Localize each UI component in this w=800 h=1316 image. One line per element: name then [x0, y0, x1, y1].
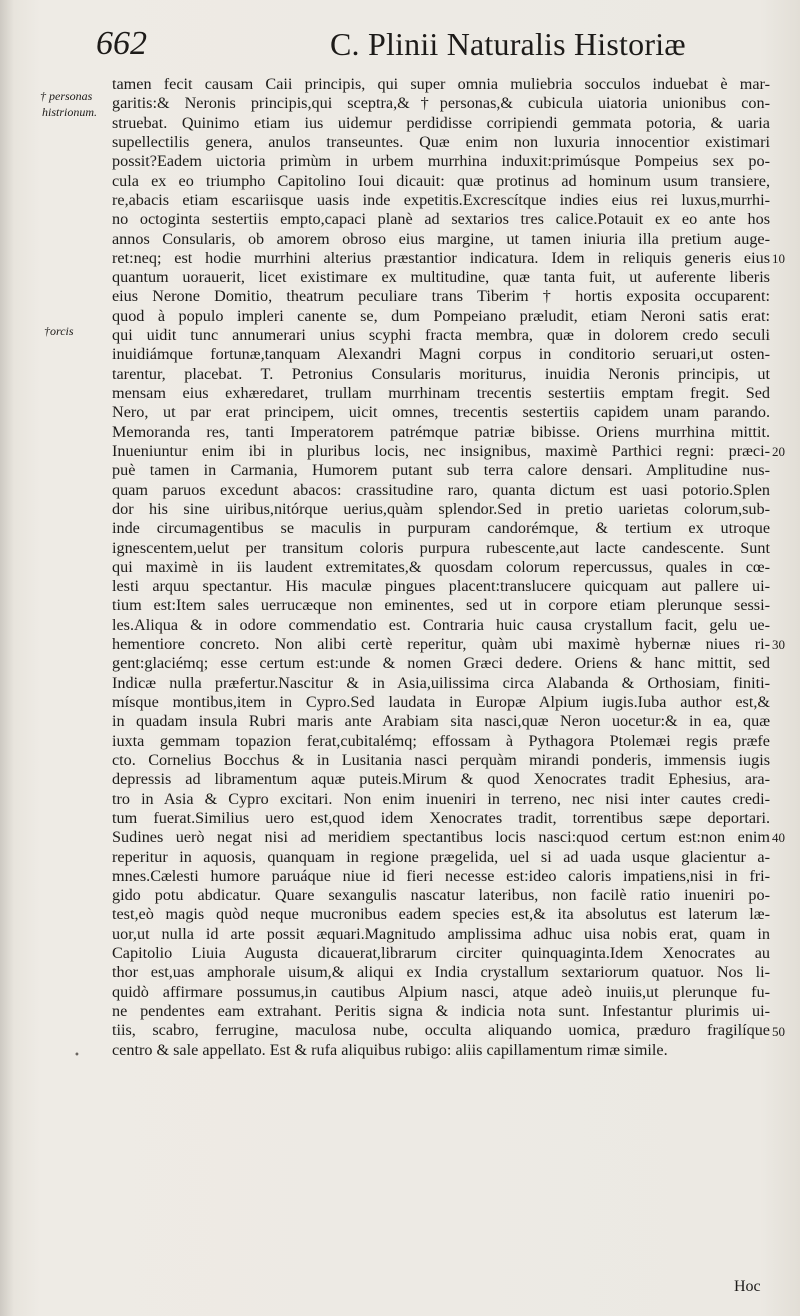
- line-number: 10: [772, 250, 785, 266]
- text-line: supellectilis genera, anulos transeuntes. Quæ enim non luxuria innocentior existimari: [112, 132, 770, 151]
- text-line: Sudines uerò negat nisi ad meridiem spectantibus locis nasci:quod certum est:non enim: [112, 828, 770, 847]
- text-line: garitis:& Neronis principis,qui sceptra,&†personas,& cubicula uiatoria unionibus con-: [112, 94, 770, 113]
- text-line: thor est,uas amphorale uisum,& aliqui ex India crystallum sextariorum quatuor. Nos li-: [112, 963, 770, 982]
- text-line: dor his sine uiribus,nitórque uerius,quàm splendor.Sed in pretio uarietas colorum,sub-: [112, 499, 770, 518]
- margin-note: histrionum.: [42, 105, 98, 119]
- text-line: Indicæ nulla præfertur.Nascitur & in Asia,uilissima circa Alabanda & Orthosiam, finiti-: [112, 673, 770, 692]
- text-line: reperitur in aquosis, quanquam in regione prægelida, uel si ad uada usque glacientur a-: [112, 847, 770, 866]
- text-line: inde circumagentibus se maculis in purpuram candorémque, & tertium ex utroque: [112, 519, 770, 538]
- text-line: tarentur, placebat. T. Petronius Consularis moriturus, inuidia Neronis principis, ut: [112, 364, 770, 383]
- main-text-column: [112, 75, 770, 1060]
- catchword: Hoc: [734, 1278, 761, 1295]
- text-line: tamen fecit causam Caii principis, qui super omnia muliebria socculos induebat è mar-: [112, 75, 770, 93]
- text-line: quantum uorauerit, licet existimare ex multitudine, quæ tanta fuit, ut auferente liberis: [112, 268, 770, 287]
- text-line: depressis ad libramentum aquæ puteis.Mirum & quod Xenocrates tradit Ephesius, ara-: [112, 770, 770, 789]
- text-line: lesti arquu spectantur. His maculæ pingues placent:translucere quicquam aut pallere ui-: [112, 577, 770, 596]
- text-line: hementiore concreto. Non alibi certè reperitur, quàm ubi maximè hybernæ niues ri-: [112, 635, 770, 654]
- margin-note: † personas: [40, 89, 93, 103]
- line-number: 40: [772, 830, 785, 846]
- text-line: in quadam insula Rubri maris ante Arabiam sita nasci,quæ Neron uocetur:& in ea, quæ: [112, 712, 770, 731]
- text-line: quidò affirmare possumus,in cautibus Alpium nasci, atque adeò inuiis,ut plerunque fu-: [112, 982, 770, 1001]
- text-line: no octoginta sestertiis empto,capaci planè ad sextarios tres calice.Potauit ex eo ante hos: [112, 210, 770, 229]
- text-line: inuidiámque fortunæ,tanquam Alexandri Magni corpus in conditorio seruari,ut osten-: [112, 345, 770, 364]
- text-line: puè tamen in Carmania, Humorem putant sub terra calore densari. Amplitudine nus-: [112, 461, 770, 480]
- margin-note: †orcis: [44, 324, 74, 338]
- text-line: annos Consularis, ob amorem obroso eius margine, ut tamen iniuria illa pretium auge-: [112, 229, 770, 248]
- text-line: Memoranda res, tanti Imperatorem patrémque patriæ bibisse. Oriens murrhina mittit.: [112, 422, 770, 441]
- text-line: uor,ut nulla id arte possit æquari.Magnitudo amplissima adhuc uisa nobis erat, quam in: [112, 924, 770, 943]
- page-number: 662: [96, 25, 147, 62]
- page-header: [0, 18, 800, 66]
- text-line: ne pendentes eam extrahant. Peritis signa & indicia nota sunt. Infestantur plurimis ui-: [112, 1002, 770, 1020]
- text-line: Inueniuntur enim ibi in pluribus locis, nec insignibus, maximè Parthici regni: præci-: [112, 441, 770, 460]
- running-title: C. Plinii Naturalis Historiæ: [330, 26, 686, 62]
- text-line: test,eò magis quòd neque mucronibus eadem species est,& ita absolutus est laterum læ-: [112, 905, 770, 924]
- text-line: gent:glaciémq; esse certum est:unde & nomen Græci dedere. Oriens & hanc mittit, sed: [112, 654, 770, 673]
- line-number: 30: [772, 637, 785, 653]
- text-line: eius Nerone Domitio, theatrum peculiare trans Tiberim † hortis exposita occuparent:: [112, 287, 770, 306]
- text-line: Nero, ut par erat principem, uicit omnes, trecentis sestertiis capidem unam parando.: [112, 403, 770, 422]
- text-line: re,abacis etiam escariisque uasis inde expetitis.Excrescítque indies eius rei luxus,murrhi-: [112, 190, 770, 209]
- text-line: quam paruos excedunt abacos: crassitudine raro, quanta dictum est uasi potorio.Splen: [112, 480, 770, 499]
- text-line: cto. Cornelius Bocchus & in Lusitania nasci perquàm mirandi ponderis, immensis iugis: [112, 750, 770, 769]
- text-line: tium est:Item sales uerrucæque non eminentes, sed ut in corpore etiam plerunque sessi-: [112, 596, 770, 615]
- text-line: ret:neq; est hodie murrhini alterius præstantior indicatura. Idem in reliquis generis eius: [112, 248, 770, 267]
- text-line: cula ex eo triumpho Capitolino Ioui dicauit: quæ protinus ad hominum usum transiere,: [112, 171, 770, 190]
- line-number: 50: [772, 1023, 785, 1039]
- text-line: mensam eius exhæredaret, trullam murrhinam trecentis sestertiis emptam fregit. Sed: [112, 384, 770, 402]
- margin-dot-mark: •: [74, 1050, 80, 1061]
- text-line: ignescentem,uelut per transitum coloris purpura rubescente,aut lacte candescente. Sunt: [112, 538, 770, 557]
- text-line: qui uidit tunc annumerari unius scyphi fracta membra, quæ in dolorem credo seculi: [112, 326, 770, 345]
- text-line: les.Aliqua & in odore commendatio est. Contraria huic causa crystallum facit, gelu ue-: [112, 615, 770, 634]
- text-line: tro in Asia & Cypro excitari. Non enim inueniri in terreno, nec nisi inter cautes credi-: [112, 789, 770, 808]
- text-line: Capitolio Liuia Augusta dicauerat,librarum circiter quinquaginta.Idem Xenocrates au: [112, 944, 770, 963]
- line-number: 20: [772, 444, 785, 460]
- text-line: mnes.Cælesti humore paruáque niue id fieri necesse est:ideo caloris impatiens,nisi in fri-: [112, 866, 770, 885]
- text-line: qui maximè in iis laudent extremitates,& quosdam colorum repercussus, quales in cœ-: [112, 557, 770, 576]
- text-line: possit?Eadem uictoria primùm in urbem murrhina induxit:primúsque Pompeius sex po-: [112, 152, 770, 171]
- gutter-shadow: [0, 0, 14, 1316]
- text-line: struebat. Quinimo etiam ius uidemur perdidisse corripiendi gemmata potoria, & uaria: [112, 113, 770, 132]
- text-line: mísque montibus,item in Cypro.Sed laudata in Europæ Alpium iugis.Iuba author est,&: [112, 693, 770, 711]
- text-line: iuxta gemmam topazion ferat,cubitalémq; effossam à Pythagora Ptolemæi regis præfe: [112, 731, 770, 750]
- text-line: tum fuerat.Similius uero est,quod idem Xenocrates tradit, torrentibus sæpe deportari.: [112, 808, 770, 827]
- text-line: centro & sale appellato. Est & rufa aliquibus rubigo: aliis capillamentum rimæ simile.: [112, 1040, 668, 1059]
- text-line: quod à populo impleri canente se, dum Pompeiano præludit, etiam Neroni satis erat:: [112, 306, 770, 325]
- text-line: gido potu abdicatur. Quare sexangulis nascatur lateribus, non facilè ratio inueniri po-: [112, 886, 770, 905]
- text-line: tiis, scabro, ferrugine, maculosa nube, occulta aliquando uomica, præduro fragilíque: [112, 1021, 770, 1040]
